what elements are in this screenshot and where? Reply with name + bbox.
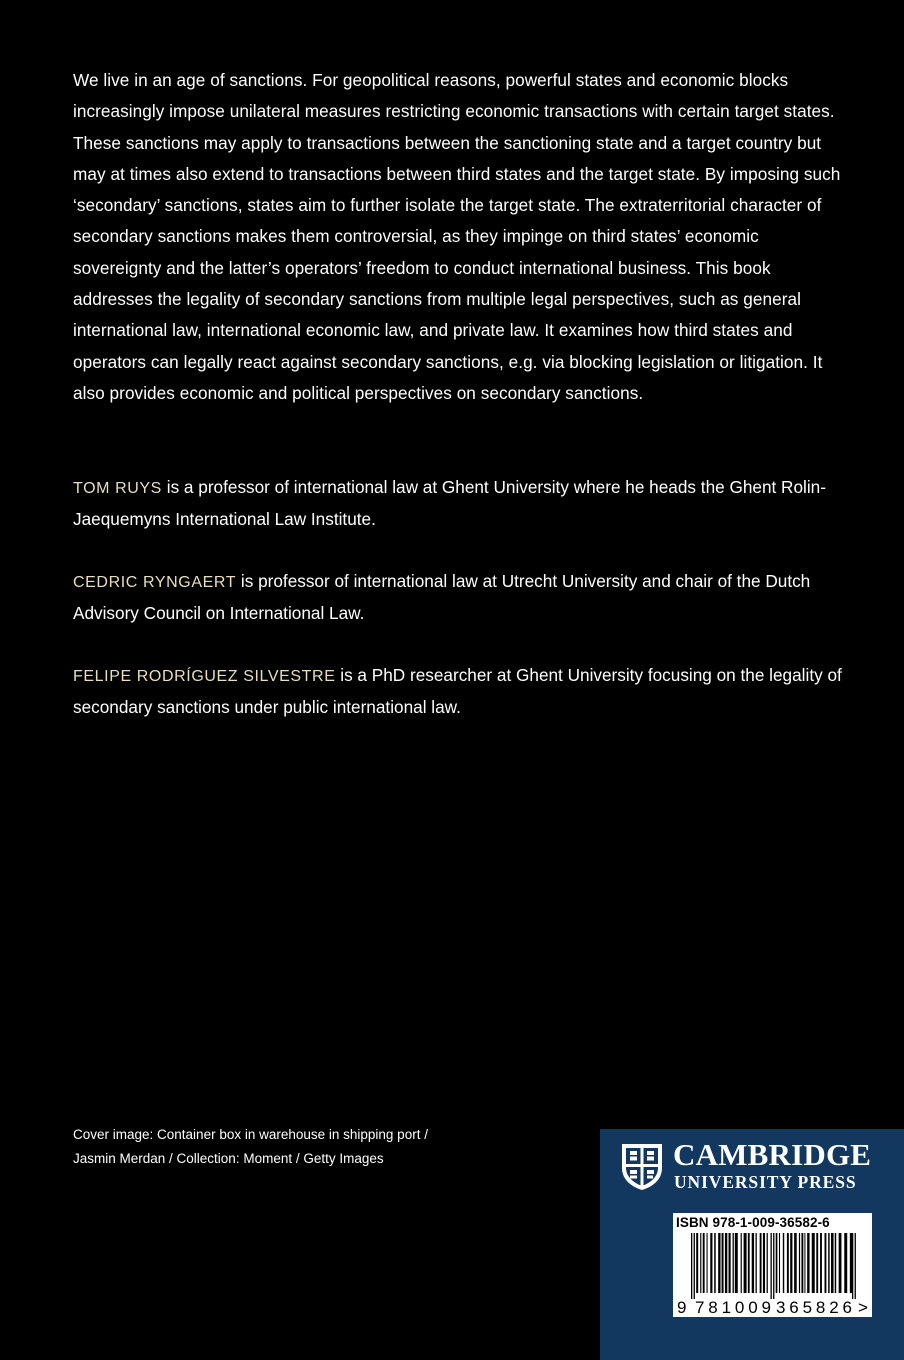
- barcode-bar: [801, 1233, 803, 1293]
- author-bio-text: is professor of international law at Utrecht University and chair of the Dutch Advisory Council on International Law.: [73, 571, 811, 624]
- barcode-bar: [783, 1233, 784, 1293]
- barcode-bar: [844, 1233, 847, 1293]
- barcode-bar: [696, 1233, 698, 1293]
- barcode-bar: [748, 1233, 750, 1293]
- credit-line-2: Jasmin Merdan / Collection: Moment / Getty Images: [73, 1151, 384, 1166]
- barcode-bar: [776, 1233, 778, 1293]
- barcode-bar: [763, 1233, 765, 1293]
- credit-line-1: Cover image: Container box in warehouse in shipping port /: [73, 1127, 428, 1142]
- author-bio-text: is a PhD researcher at Ghent University focusing on the legality of secondary sanctions under public international law.: [73, 665, 842, 718]
- barcode-bar: [718, 1233, 720, 1293]
- isbn-barcode: [673, 1213, 872, 1317]
- barcode-bar: [835, 1233, 836, 1293]
- barcode-bar: [722, 1233, 724, 1293]
- barcode-bar: [733, 1233, 734, 1293]
- publisher-subtitle: UNIVERSITY PRESS: [674, 1172, 857, 1192]
- barcode-lead-digit: 9: [677, 1298, 687, 1317]
- barcode-bar: [787, 1233, 789, 1293]
- barcode-bar: [744, 1233, 747, 1293]
- barcode-bar: [714, 1233, 716, 1293]
- university-crest-icon: [620, 1142, 664, 1192]
- barcode-bar: [812, 1233, 815, 1293]
- barcode-bar: [703, 1233, 705, 1293]
- barcode-bar: [710, 1233, 712, 1293]
- barcode-bar: [804, 1233, 805, 1293]
- barcode-bar: [725, 1233, 727, 1293]
- barcode-bar: [771, 1233, 772, 1299]
- author-bio-cedric-ryngaert: [73, 566, 843, 630]
- author-bio-felipe-rodriguez-silvestre: [73, 660, 843, 724]
- barcode-bar: [707, 1233, 708, 1293]
- barcode-bars: [691, 1233, 856, 1299]
- barcode-bar: [790, 1233, 792, 1293]
- barcode-bar: [767, 1233, 768, 1293]
- barcode-bar: [756, 1233, 757, 1293]
- author-bio-text: is a professor of international law at Ghent University where he heads the Ghent Rolin-Jaequemyns International Law Institute.: [73, 477, 826, 530]
- author-name: TOM RUYS: [73, 480, 162, 497]
- cover-image-credit: [73, 1123, 513, 1171]
- barcode-bar: [691, 1233, 692, 1299]
- barcode-bar: [831, 1233, 834, 1293]
- author-name: CEDRIC RYNGAERT: [73, 574, 237, 591]
- barcode-bar: [855, 1233, 856, 1299]
- publisher-block: [600, 1129, 904, 1360]
- barcode-bar: [828, 1233, 829, 1293]
- barcode-digits-group-2: 365826: [776, 1298, 852, 1317]
- barcode-bar: [735, 1233, 738, 1293]
- barcode-bar: [741, 1233, 742, 1293]
- publisher-name: CAMBRIDGE: [673, 1137, 872, 1172]
- author-bio-tom-ruys: [73, 472, 843, 536]
- barcode-bar: [700, 1233, 701, 1293]
- book-description: We live in an age of sanctions. For geopolitical reasons, powerful states and economic blocks increasingly impose unilateral measures restricting economic transactions with certain target states. These sanctions may apply to transactions between the sanctioning state and a target country but may at times also extend to transactions between third states and the target state. By imposing such ‘secondary’ sanctions, states aim to further isolate the target state. The extraterritorial character of secondary sanctions makes them controversial, as they impinge on third states’ economic sovereignty and the latter’s operators’ freedom to conduct international business. This book addresses the legality of secondary sanctions from multiple legal perspectives, such as general international law, international economic law, and private law. It examines how third states and operators can legally react against secondary sanctions, e.g. via blocking legislation or litigation. It also provides economic and political perspectives on secondary sanctions.: [73, 70, 841, 403]
- barcode-bar: [799, 1233, 800, 1293]
- barcode-bar: [852, 1233, 853, 1299]
- barcode-bar: [820, 1233, 822, 1293]
- barcode-end-marker: >: [858, 1298, 868, 1317]
- barcode-bar: [839, 1233, 842, 1293]
- isbn-number: ISBN 978-1-009-36582-6: [676, 1215, 830, 1230]
- barcode-bar: [760, 1233, 762, 1293]
- barcode-bar: [850, 1233, 853, 1293]
- barcode-bar: [773, 1233, 774, 1299]
- barcode-bar: [807, 1233, 809, 1293]
- barcode-bar: [729, 1233, 731, 1293]
- barcode-bar: [779, 1233, 780, 1293]
- author-name: FELIPE RODRÍGUEZ SILVESTRE: [73, 668, 336, 685]
- barcode-bar: [694, 1233, 695, 1299]
- barcode-bar: [816, 1233, 818, 1293]
- barcode-digits-group-1: 781009: [695, 1298, 771, 1317]
- barcode-bar: [752, 1233, 754, 1293]
- barcode-bar: [794, 1233, 797, 1293]
- barcode-bar: [825, 1233, 827, 1293]
